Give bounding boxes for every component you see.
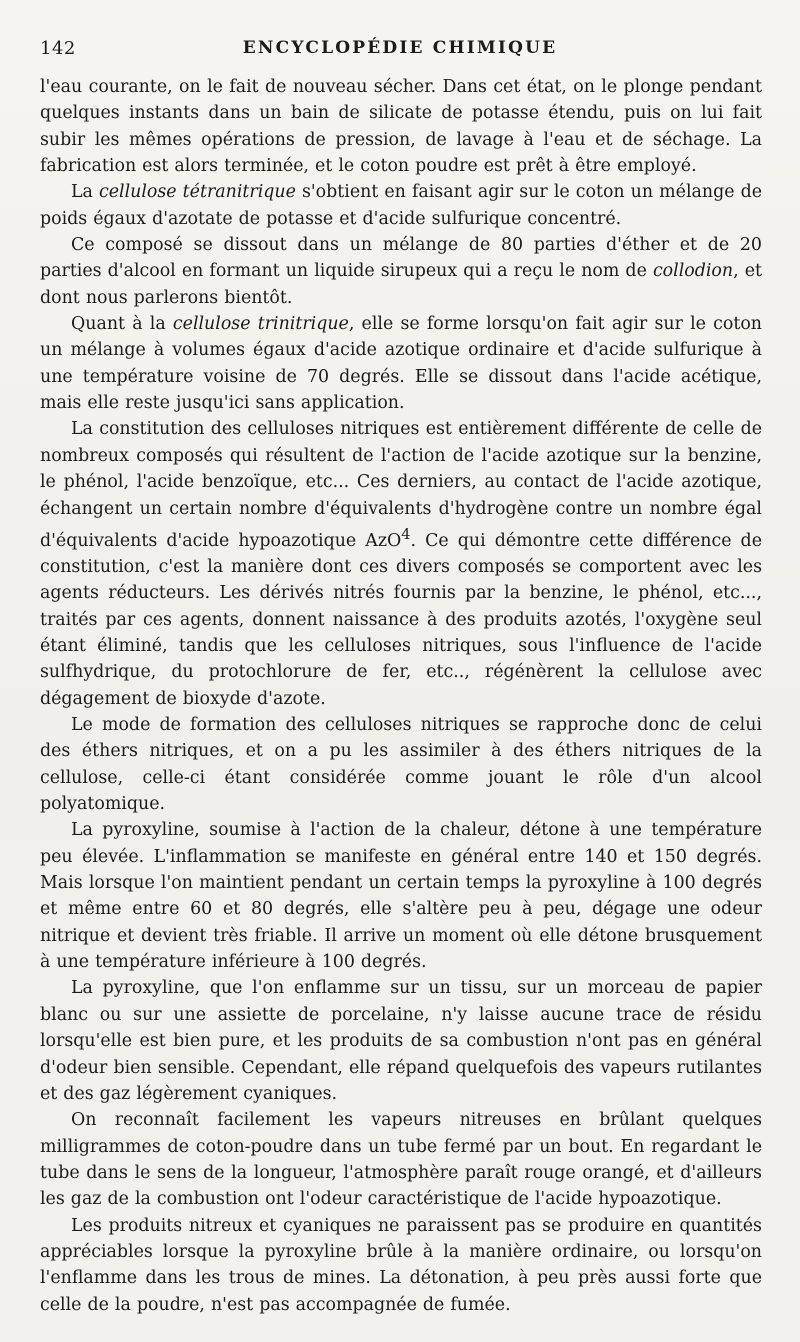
paragraph-8: La pyroxyline, que l'on enflamme sur un tissu, sur un morceau de papier blanc ou sur une assiette de porcelaine, n'y laisse aucune trace de résidu lorsqu'elle est bien pure, et les produits de sa combustion n'ont pas en général d'odeur bien sensible. Cependant, elle répand quelquefois des vapeurs rutilantes et des gaz légèrement cyaniques. bbox=[40, 978, 762, 1104]
paragraph-6: Le mode de formation des celluloses nitriques se rapproche donc de celui des éthers nitriques, et on a pu les assimiler à des éthers nitriques de la cellulose, celle-ci étant considérée comme jouant le rôle d'un alcool polyatomique. bbox=[40, 715, 762, 815]
paragraph-3: Ce composé se dissout dans un mélange de 80 parties d'éther et de 20 parties d'alcool en formant un liquide sirupeux qui a reçu le nom de collodion, et dont nous parlerons bientôt. bbox=[40, 235, 762, 308]
text-body bbox=[40, 74, 762, 1318]
italic-term: cellulose trinitrique bbox=[172, 314, 349, 335]
paragraph-5: La constitution des celluloses nitriques est entièrement différente de celle de nombreux composés qui résultent de l'action de l'acide azotique sur la benzine, le phénol, l'acide benzoïque, etc... Ces derniers, au contact de l'acide azotique, échangent un certain nombre d'équivalents d'hydrogène contre un nombre égal d'équivalents d'acide hypoazotique AzO$^4$. Ce qui démontre cette différence de constitution, c'est la manière dont ces divers composés se comportent avec les agents réducteurs. Les dérivés nitrés fournis par la benzine, le phénol, etc..., traités par ces agents, donnent naissance à des produits azotés, l'oxygène seul étant éliminé, tandis que les celluloses nitriques, sous l'influence de l'acide sulfhydrique, du protochlorure de fer, etc.., régénèrent la cellulose avec dégagement de bioxyde d'azote. bbox=[40, 419, 762, 709]
paragraph-7: La pyroxyline, soumise à l'action de la chaleur, détone à une température peu élevée. L'inflammation se manifeste en général entre 140 et 150 degrés. Mais lorsque l'on maintient pendant un certain temps la pyroxyline à 100 degrés et même entre 60 et 80 degrés, elle s'altère peu à peu, dégage une odeur nitrique et devient très friable. Il arrive un moment où elle détone brusquement à une température inférieure à 100 degrés. bbox=[40, 820, 762, 973]
page-title: ENCYCLOPÉDIE CHIMIQUE bbox=[242, 38, 558, 58]
paragraph-10: Les produits nitreux et cyaniques ne paraissent pas se produire en quantités appréciables lorsque la pyroxyline brûle à la manière ordinaire, ou lorsqu'on l'enflamme dans les trous de mines. La détonation, à peu près aussi forte que celle de la poudre, n'est pas accompagnée de fumée. bbox=[40, 1215, 762, 1315]
italic-term: collodion bbox=[652, 261, 734, 282]
page-number: 142 bbox=[40, 38, 76, 59]
paragraph-9: On reconnaît facilement les vapeurs nitreuses en brûlant quelques milligrammes de coton-poudre dans un tube fermé par un bout. En regardant le tube dans le sens de la longueur, l'atmosphère paraît rouge orangé, et d'ailleurs les gaz de la combustion ont l'odeur caractéristique de l'acide hypoazotique. bbox=[40, 1110, 762, 1210]
italic-term: cellulose tétranitrique bbox=[99, 182, 296, 203]
paragraph-4: Quant à la cellulose trinitrique, elle se forme lorsqu'on fait agir sur le coton un mélange à volumes égaux d'acide azotique ordinaire et d'acide sulfurique à une température voisine de 70 degrés. Elle se dissout dans l'acide acétique, mais elle reste jusqu'ici sans application. bbox=[40, 314, 762, 414]
running-head bbox=[40, 38, 760, 62]
superscript: 4 bbox=[401, 526, 411, 543]
paragraph-2: La cellulose tétranitrique s'obtient en faisant agir sur le coton un mélange de poids égaux d'azotate de potasse et d'acide sulfurique concentré. bbox=[40, 182, 762, 229]
paragraph-1: l'eau courante, on le fait de nouveau sécher. Dans cet état, on le plonge pendant quelques instants dans un bain de silicate de potasse étendu, puis on lui fait subir les mêmes opérations de pression, de lavage à l'eau et de séchage. La fabrication est alors terminée, et le coton poudre est prêt à être employé. bbox=[40, 77, 762, 177]
